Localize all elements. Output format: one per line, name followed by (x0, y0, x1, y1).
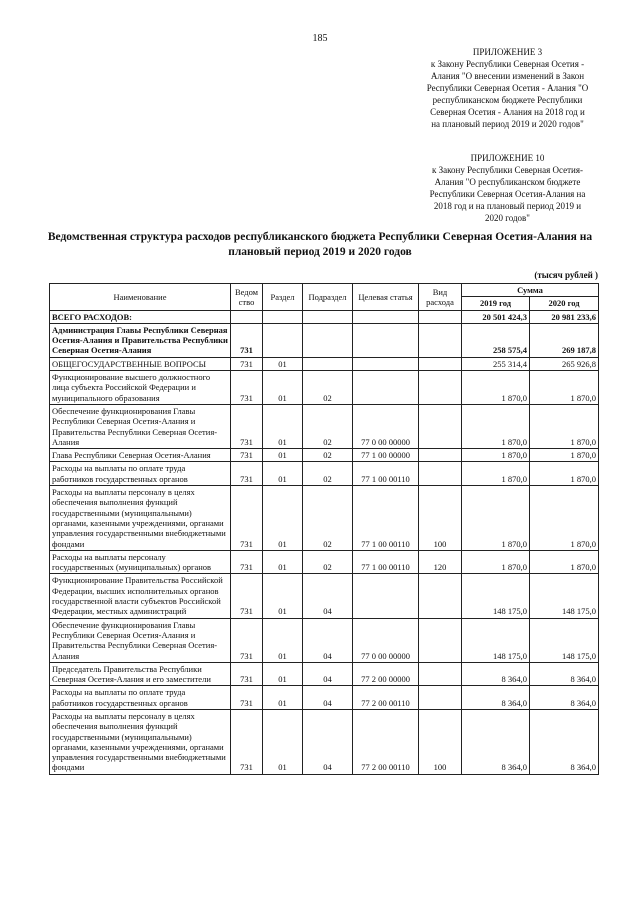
row-vid (419, 662, 462, 686)
row-sum-2019: 1 870,0 (462, 371, 530, 405)
row-target: 77 2 00 00110 (353, 709, 419, 774)
appendix-3-title: ПРИЛОЖЕНИЕ 3 (472, 47, 543, 57)
row-vedom: 731 (231, 574, 263, 618)
table-row (50, 662, 599, 686)
appendix-3-block (420, 46, 595, 130)
row-razdel: 01 (263, 709, 303, 774)
row-target: 77 2 00 00000 (353, 662, 419, 686)
row-name: Расходы на выплаты по оплате труда работников государственных органов (50, 686, 231, 710)
row-podrazdel: 02 (303, 404, 353, 448)
table-row (50, 574, 599, 618)
row-vid (419, 310, 462, 323)
appendix-3-line: к Закону Республики Северная Осетия - (430, 59, 585, 69)
row-sum-2019: 255 314,4 (462, 357, 530, 370)
row-sum-2019: 1 870,0 (462, 449, 530, 462)
row-vid (419, 371, 462, 405)
row-vedom: 731 (231, 550, 263, 574)
header-podrazdel: Подраздел (303, 284, 353, 311)
table-row (50, 449, 599, 462)
row-sum-2019: 1 870,0 (462, 404, 530, 448)
row-vid (419, 618, 462, 662)
row-sum-2020: 1 870,0 (530, 550, 599, 574)
row-target (353, 574, 419, 618)
row-vedom: 731 (231, 686, 263, 710)
row-name: Функционирование высшего должностного лица субъекта Российской Федерации и муниципального образования (50, 371, 231, 405)
row-sum-2019: 8 364,0 (462, 709, 530, 774)
row-vid (419, 449, 462, 462)
row-razdel: 01 (263, 449, 303, 462)
row-name: Расходы на выплаты персоналу в целях обеспечения выполнения функций государственными (муниципальными) органами, казенными учреждениями, органами управления государственными внебюджетными фондами (50, 709, 231, 774)
row-target (353, 310, 419, 323)
row-name: Глава Республики Северная Осетия-Алания (50, 449, 231, 462)
appendix-10-line: Алания "О республиканском бюджете (434, 177, 581, 187)
row-target (353, 323, 419, 357)
row-podrazdel: 04 (303, 618, 353, 662)
row-vedom: 731 (231, 662, 263, 686)
row-razdel: 01 (263, 574, 303, 618)
appendix-10-title: ПРИЛОЖЕНИЕ 10 (470, 153, 545, 163)
row-sum-2020: 265 926,8 (530, 357, 599, 370)
page-number: 185 (312, 33, 328, 44)
table-row (50, 357, 599, 370)
row-razdel: 01 (263, 357, 303, 370)
units-label: (тысяч рублей ) (534, 270, 598, 280)
row-name: Расходы на выплаты по оплате труда работников государственных органов (50, 462, 231, 486)
row-sum-2019: 8 364,0 (462, 686, 530, 710)
appendix-10-line: Республики Северная Осетия-Алания на (429, 189, 586, 199)
row-podrazdel: 04 (303, 574, 353, 618)
row-vid: 100 (419, 709, 462, 774)
row-target: 77 0 00 00000 (353, 404, 419, 448)
row-target: 77 0 00 00000 (353, 618, 419, 662)
budget-table (49, 283, 599, 775)
row-vedom (231, 310, 263, 323)
row-sum-2019: 1 870,0 (462, 462, 530, 486)
row-podrazdel: 02 (303, 550, 353, 574)
table-row (50, 404, 599, 448)
table-row (50, 686, 599, 710)
row-podrazdel: 02 (303, 462, 353, 486)
row-vedom: 731 (231, 404, 263, 448)
row-sum-2020: 8 364,0 (530, 686, 599, 710)
row-razdel (263, 310, 303, 323)
header-2020: 2020 год (530, 297, 599, 310)
appendix-3-line: Республики Северная Осетия - Алания "О (426, 83, 589, 93)
row-sum-2020: 148 175,0 (530, 574, 599, 618)
row-podrazdel: 04 (303, 662, 353, 686)
row-razdel: 01 (263, 486, 303, 551)
row-vedom: 731 (231, 709, 263, 774)
header-name: Наименование (50, 284, 231, 311)
appendix-10-line: 2020 годов" (485, 213, 530, 223)
row-sum-2019: 1 870,0 (462, 550, 530, 574)
header-sum: Сумма (462, 284, 599, 297)
row-razdel: 01 (263, 371, 303, 405)
row-sum-2020: 1 870,0 (530, 486, 599, 551)
table-row (50, 323, 599, 357)
header-vedom: Ведом ство (231, 284, 263, 311)
table-row (50, 486, 599, 551)
row-name: ОБЩЕГОСУДАРСТВЕННЫЕ ВОПРОСЫ (50, 357, 231, 370)
row-razdel: 01 (263, 404, 303, 448)
row-sum-2019: 20 501 424,3 (462, 310, 530, 323)
row-podrazdel: 04 (303, 686, 353, 710)
row-razdel: 01 (263, 686, 303, 710)
row-sum-2020: 148 175,0 (530, 618, 599, 662)
row-name: Администрация Главы Республики Северная Осетия-Алания и Правительства Республики Северная Осетия-Алания (50, 323, 231, 357)
row-podrazdel (303, 357, 353, 370)
table-row (50, 371, 599, 405)
row-vedom: 731 (231, 486, 263, 551)
row-podrazdel (303, 323, 353, 357)
row-podrazdel: 04 (303, 709, 353, 774)
row-vedom: 731 (231, 462, 263, 486)
row-vid (419, 323, 462, 357)
row-sum-2020: 1 870,0 (530, 462, 599, 486)
row-vid (419, 357, 462, 370)
row-vedom: 731 (231, 357, 263, 370)
row-razdel: 01 (263, 462, 303, 486)
row-vedom: 731 (231, 371, 263, 405)
row-sum-2020: 1 870,0 (530, 371, 599, 405)
row-sum-2019: 148 175,0 (462, 574, 530, 618)
row-target: 77 1 00 00110 (353, 462, 419, 486)
header-razdel: Раздел (263, 284, 303, 311)
row-sum-2020: 20 981 233,6 (530, 310, 599, 323)
row-razdel: 01 (263, 662, 303, 686)
appendix-10-line: 2018 год и на плановый период 2019 и (433, 201, 582, 211)
row-sum-2019: 8 364,0 (462, 662, 530, 686)
row-name: Расходы на выплаты персоналу в целях обеспечения выполнения функций государственными (муниципальными) органами, казенными учреждениями, органами управления государственными внебюджетными фондами (50, 486, 231, 551)
row-vedom: 731 (231, 449, 263, 462)
document-title: Ведомственная структура расходов республиканского бюджета Республики Северная Осетия-Алания на плановый период 2019 и 2020 годов (47, 231, 593, 258)
appendix-3-line: Алания "О внесении изменений в Закон (430, 71, 585, 81)
header-vid: Вид расхода (419, 284, 462, 311)
row-name: ВСЕГО РАСХОДОВ: (50, 310, 231, 323)
table-row (50, 709, 599, 774)
row-vid: 120 (419, 550, 462, 574)
budget-table-body (50, 310, 599, 774)
appendix-10-block (420, 152, 595, 224)
row-vid (419, 686, 462, 710)
appendix-3-line: республиканском бюджете Республики (432, 95, 583, 105)
row-sum-2020: 1 870,0 (530, 404, 599, 448)
row-vid (419, 462, 462, 486)
row-vedom: 731 (231, 618, 263, 662)
row-podrazdel: 02 (303, 449, 353, 462)
row-sum-2020: 1 870,0 (530, 449, 599, 462)
row-sum-2019: 1 870,0 (462, 486, 530, 551)
appendix-3-line: на плановый период 2019 и 2020 годов" (431, 119, 584, 129)
row-sum-2019: 258 575,4 (462, 323, 530, 357)
row-razdel: 01 (263, 550, 303, 574)
table-row (50, 618, 599, 662)
row-name: Председатель Правительства Республики Северная Осетия-Алания и его заместители (50, 662, 231, 686)
row-vid (419, 574, 462, 618)
row-target (353, 357, 419, 370)
row-razdel: 01 (263, 618, 303, 662)
row-vid (419, 404, 462, 448)
row-vedom: 731 (231, 323, 263, 357)
row-vid: 100 (419, 486, 462, 551)
row-podrazdel (303, 310, 353, 323)
row-name: Обеспечение функционирования Главы Республики Северная Осетия-Алания и Правительства Республики Северная Осетия-Алания (50, 618, 231, 662)
appendix-3-line: Северная Осетия - Алания на 2018 год и (430, 107, 585, 117)
header-target: Целевая статья (353, 284, 419, 311)
appendix-10-line: к Закону Республики Северная Осетия- (432, 165, 583, 175)
row-podrazdel: 02 (303, 371, 353, 405)
row-name: Функционирование Правительства Российской Федерации, высших исполнительных органов государственной власти субъектов Российской Федерации, местных администраций (50, 574, 231, 618)
header-2019: 2019 год (462, 297, 530, 310)
row-target: 77 2 00 00110 (353, 686, 419, 710)
row-podrazdel: 02 (303, 486, 353, 551)
row-name: Расходы на выплаты персоналу государственных (муниципальных) органов (50, 550, 231, 574)
row-sum-2020: 269 187,8 (530, 323, 599, 357)
row-sum-2020: 8 364,0 (530, 662, 599, 686)
row-target: 77 1 00 00000 (353, 449, 419, 462)
row-razdel (263, 323, 303, 357)
row-target (353, 371, 419, 405)
table-row (50, 310, 599, 323)
table-row (50, 550, 599, 574)
row-target: 77 1 00 00110 (353, 486, 419, 551)
table-row (50, 462, 599, 486)
row-sum-2019: 148 175,0 (462, 618, 530, 662)
row-sum-2020: 8 364,0 (530, 709, 599, 774)
row-name: Обеспечение функционирования Главы Республики Северная Осетия-Алания и Правительства Республики Северная Осетия-Алания (50, 404, 231, 448)
row-target: 77 1 00 00110 (353, 550, 419, 574)
